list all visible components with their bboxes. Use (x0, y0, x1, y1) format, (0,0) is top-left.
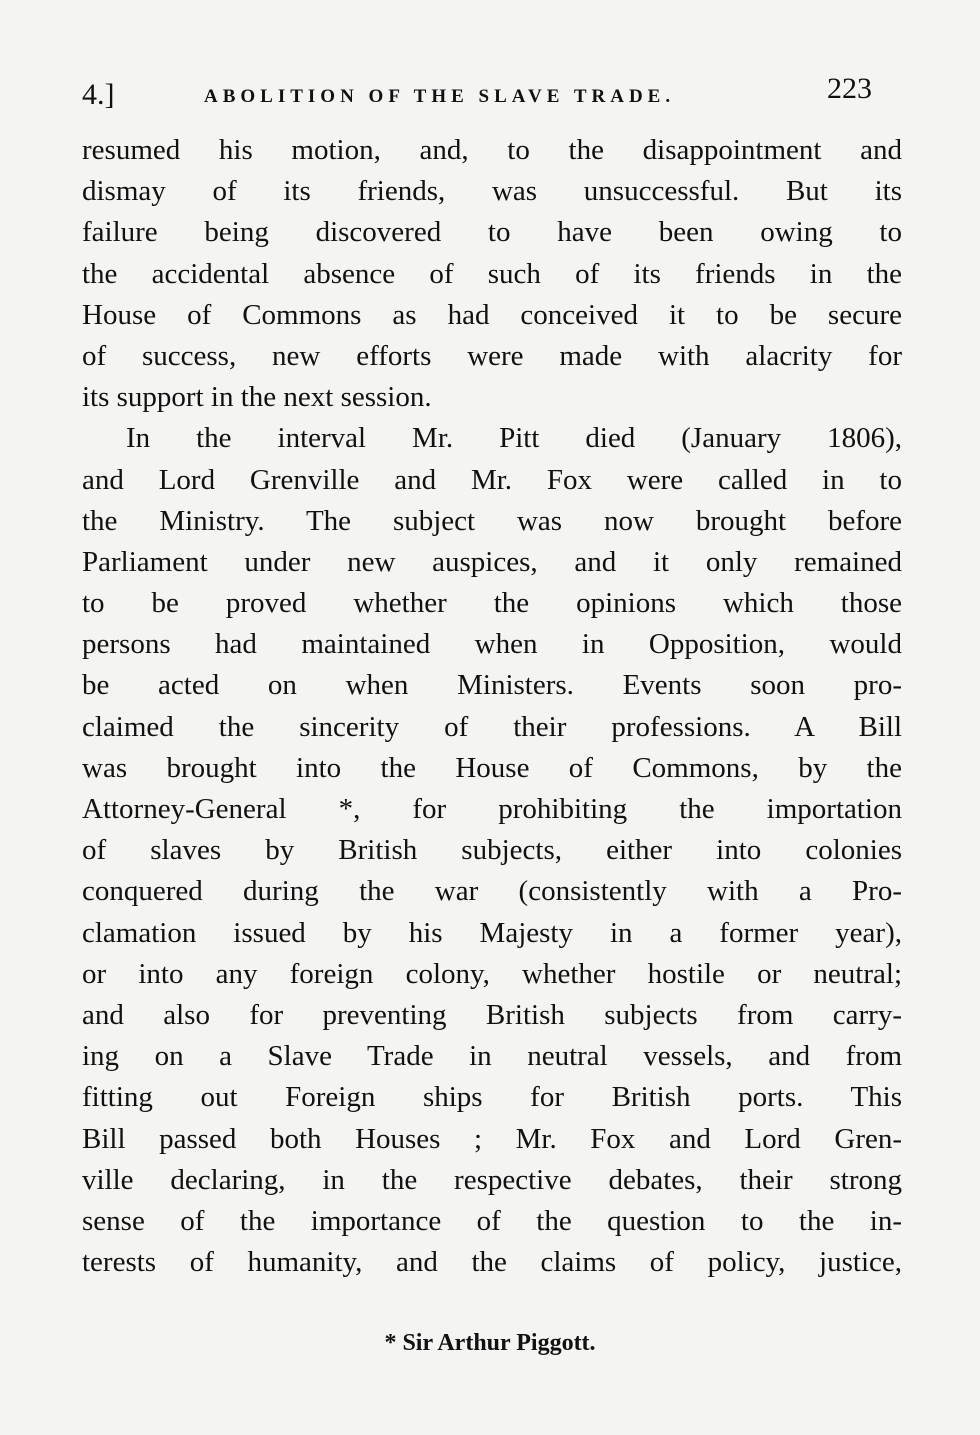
text-line: Parliament under new auspices, and it only remained (82, 545, 902, 578)
text-line: the accidental absence of such of its friends in the (82, 257, 902, 290)
text-line: Bill passed both Houses ; Mr. Fox and Lord Gren- (82, 1122, 902, 1155)
page-number: 223 (827, 72, 872, 105)
text-line: and also for preventing British subjects from carry- (82, 998, 902, 1031)
text-line: conquered during the war (consistently with a Pro- (82, 875, 902, 908)
text-line: sense of the importance of the question to the in- (82, 1204, 902, 1237)
text-line: failure being discovered to have been owing to (82, 216, 902, 249)
text-line: its support in the next session. (82, 381, 432, 414)
text-line: dismay of its friends, was unsuccessful. But its (82, 175, 902, 208)
text-line: persons had maintained when in Opposition, would (82, 628, 902, 661)
text-line: clamation issued by his Majesty in a former year), (82, 916, 902, 949)
text-line: Attorney-General *, for prohibiting the importation (82, 793, 902, 825)
text-line: and Lord Grenville and Mr. Fox were called in to (82, 463, 902, 496)
text-line: House of Commons as had conceived it to be secure (82, 298, 902, 331)
text-line: claimed the sincerity of their professions. A Bill (82, 710, 902, 743)
body-text (82, 130, 902, 1283)
text-line: resumed his motion, and, to the disappointment and (82, 134, 902, 166)
text-line: fitting out Foreign ships for British ports. This (82, 1081, 902, 1114)
section-mark: 4.] (82, 78, 115, 111)
running-title: ABOLITION OF THE SLAVE TRADE. (204, 86, 676, 107)
footnote: * Sir Arthur Piggott. (384, 1330, 596, 1356)
text-line: was brought into the House of Commons, by the (82, 751, 902, 784)
text-line: be acted on when Ministers. Events soon pro- (82, 669, 902, 702)
text-line: or into any foreign colony, whether hostile or neutral; (82, 957, 902, 990)
text-line: to be proved whether the opinions which those (82, 587, 902, 620)
text-line: of slaves by British subjects, either into colonies (82, 834, 902, 867)
running-head (82, 72, 872, 112)
text-line: terests of humanity, and the claims of policy, justice, (82, 1246, 902, 1279)
text-line: In the interval Mr. Pitt died (January 1806), (126, 422, 902, 455)
text-line: ing on a Slave Trade in neutral vessels, and from (82, 1040, 902, 1073)
text-line: of success, new efforts were made with alacrity for (82, 339, 902, 372)
text-line: the Ministry. The subject was now brought before (82, 504, 902, 537)
text-line: ville declaring, in the respective debates, their strong (82, 1163, 902, 1196)
